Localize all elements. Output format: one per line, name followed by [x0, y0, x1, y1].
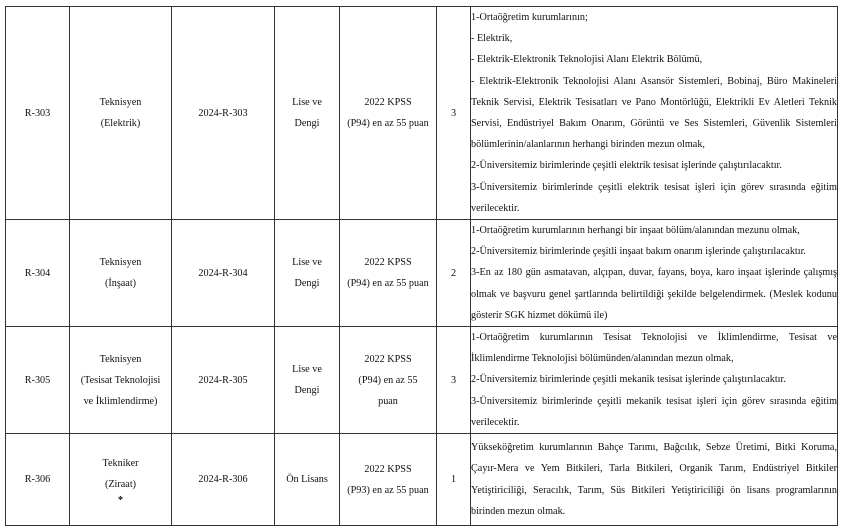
position-code: R-304 — [6, 220, 70, 327]
position-requirements: 1-Ortaöğretim kurumlarının; - Elektrik, - Elektrik-Elektronik Teknolojisi Alanı Elektrik Bölümü, - Elektrik-Elektronik Teknolojisi Alanı Asansör Sistemleri, Bobinaj, Büro Makineleri Teknik Servisi, Elektrik Tesisatları ve Pano Montörlüğü, Elektrikli Ev Aletleri Teknik Servisi, Endüstriyel Bakım Onarım, Görüntü ve Ses Sistemleri, Güvenlik Sistemleri bölümlerinin/alanlarının herhangi birinden mezun olmak, 2-Üniversitemiz birimlerinde çeşitli elektrik tesisat işlerinde çalıştırılacaktır. 3-Üniversitemiz birimlerinde çeşitli elektrik tesisat işleri için görev sırasında eğitim verilecektir. — [471, 7, 838, 220]
position-code: R-306 — [6, 434, 70, 526]
position-count: 3 — [437, 327, 471, 434]
position-count: 2 — [437, 220, 471, 327]
education-level: Lise ve Dengi — [275, 7, 340, 220]
position-title: Tekniker (Ziraat) * — [70, 434, 172, 526]
position-code: R-303 — [6, 7, 70, 220]
position-ref: 2024-R-304 — [172, 220, 275, 327]
position-count: 1 — [437, 434, 471, 526]
position-ref: 2024-R-306 — [172, 434, 275, 526]
position-count: 3 — [437, 7, 471, 220]
education-level: Lise ve Dengi — [275, 220, 340, 327]
asterisk-note: * — [117, 494, 124, 506]
position-code: R-305 — [6, 327, 70, 434]
position-title: Teknisyen (Tesisat Teknolojisi ve İklimlendirme) — [70, 327, 172, 434]
table-row — [6, 220, 838, 327]
positions-table — [5, 6, 838, 526]
position-title: Teknisyen (İnşaat) — [70, 220, 172, 327]
kpss-requirement: 2022 KPSS (P94) en az 55 puan — [340, 327, 437, 434]
position-requirements: 1-Ortaöğretim kurumlarının Tesisat Teknolojisi ve İklimlendirme, Tesisat ve İklimlendirme Teknolojisi bölümünden/alanından mezun olmak, 2-Üniversitemiz birimlerinde çeşitli mekanik tesisat işlerinde çalıştırılacaktır. 3-Üniversitemiz birimlerinde çeşitli mekanik tesisat işleri için görev sırasında eğitim verilecektir. — [471, 327, 838, 434]
kpss-requirement: 2022 KPSS (P94) en az 55 puan — [340, 7, 437, 220]
position-ref: 2024-R-305 — [172, 327, 275, 434]
position-title: Teknisyen (Elektrik) — [70, 7, 172, 220]
table-row — [6, 434, 838, 526]
education-level: Ön Lisans — [275, 434, 340, 526]
table-row — [6, 7, 838, 220]
position-requirements: Yükseköğretim kurumlarının Bahçe Tarımı, Bağcılık, Sebze Üretimi, Bitki Koruma, Çayır-Mera ve Yem Bitkileri, Tarla Bitkileri, Organik Tarım, Endüstriyel Bitkiler Yetiştiriciliği, Seracılık, Tarım, Süs Bitkileri Yetiştiriciliği ön lisans programlarının birinden mezun olmak. — [471, 434, 838, 526]
kpss-requirement: 2022 KPSS (P93) en az 55 puan — [340, 434, 437, 526]
position-requirements: 1-Ortaöğretim kurumlarının herhangi bir inşaat bölüm/alanından mezunu olmak, 2-Üniversitemiz birimlerinde çeşitli inşaat bakım onarım işlerinde çalıştırılacaktır. 3-En az 180 gün asmatavan, alçıpan, duvar, fayans, boya, karo inşaat işlerinde çalışmış olmak ve başvuru genel şartlarında belirtildiği şekilde belgelendirmek. (Meslek kodunu gösterir SGK hizmet dökümü ile) — [471, 220, 838, 327]
position-ref: 2024-R-303 — [172, 7, 275, 220]
kpss-requirement: 2022 KPSS (P94) en az 55 puan — [340, 220, 437, 327]
education-level: Lise ve Dengi — [275, 327, 340, 434]
table-row — [6, 327, 838, 434]
